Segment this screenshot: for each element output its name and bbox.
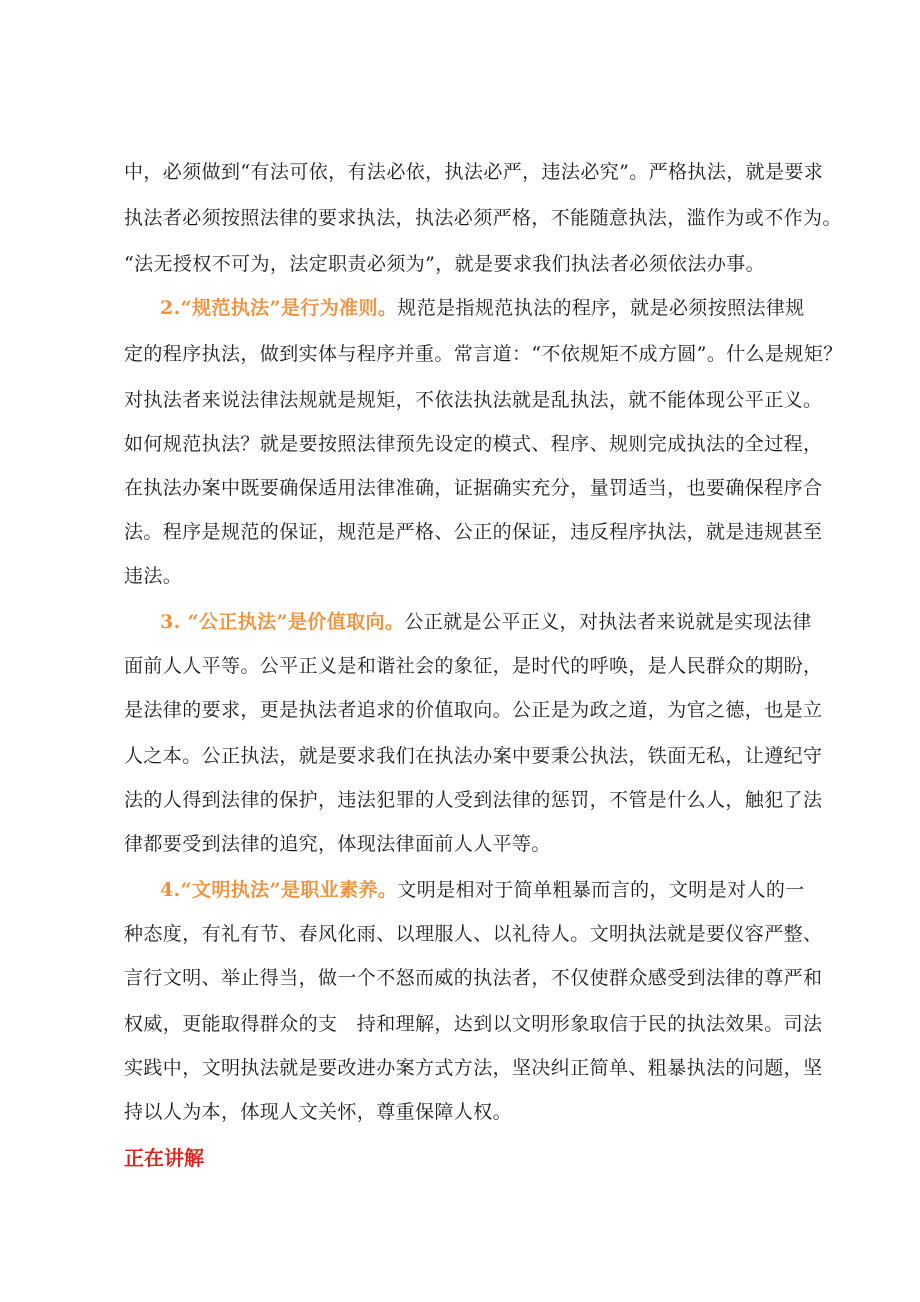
text-line: 持以人为本，体现人文关怀，尊重保障人权。 <box>124 1101 513 1123</box>
text-line: “法无授权不可为，法定职责必须为”，就是要求我们执法者必须依法办事。 <box>124 253 766 275</box>
text-line: 违法。 <box>124 565 183 587</box>
text-line: 律都要受到法律的追究，体现法律面前人人平等。 <box>124 833 551 855</box>
text-line: 种态度，有礼有节、春风化雨、以理服人、以礼待人。文明执法就是要仪容严整、 <box>124 923 823 945</box>
text-span: 公正就是公平正义，对执法者来说就是实现法律 <box>404 611 812 633</box>
text-line: 是法律的要求，更是执法者追求的价值取向。公正是为政之道，为官之德，也是立 <box>124 699 823 721</box>
section-heading: 4.“文明执法”是职业素养。 <box>160 879 398 901</box>
text-line: 面前人人平等。公平正义是和谐社会的象征，是时代的呼唤，是人民群众的期盼， <box>124 655 823 677</box>
paragraph-first-line <box>160 296 805 320</box>
text-line: 法。程序是规范的保证，规范是严格、公正的保证，违反程序执法，就是违规甚至 <box>124 521 823 543</box>
text-line: 中，必须做到“有法可依，有法必依，执法必严，违法必究”。严格执法，就是要求 <box>124 161 824 183</box>
text-line: 权威，更能取得群众的支 持和理解，达到以文明形象取信于民的执法效果。司法 <box>124 1013 823 1035</box>
text-span: 规范是指规范执法的程序，就是必须按照法律规 <box>397 297 805 319</box>
closing-label: 正在讲解 <box>124 1146 204 1170</box>
text-line: 言行文明、举止得当，做一个不怒而威的执法者，不仅使群众感受到法律的尊严和 <box>124 967 823 989</box>
section-heading: 2.“规范执法”是行为准则。 <box>160 297 398 319</box>
section-heading: 3. “公正执法”是价值取向。 <box>160 611 405 633</box>
text-line: 实践中，文明执法就是要改进办案方式方法，坚决纠正简单、粗暴执法的问题，坚 <box>124 1057 823 1079</box>
text-line: 执法者必须按照法律的要求执法，执法必须严格，不能随意执法，滥作为或不作为。 <box>124 207 842 229</box>
text-line: 人之本。公正执法，就是要求我们在执法办案中要秉公执法，铁面无私，让遵纪守 <box>124 745 823 767</box>
text-line: 对执法者来说法律法规就是规矩，不依法执法就是乱执法，就不能体现公平正义。 <box>124 389 823 411</box>
paragraph-first-line <box>160 610 812 634</box>
paragraph-first-line <box>160 878 805 902</box>
text-line: 如何规范执法？就是要按照法律预先设定的模式、程序、规则完成执法的全过程， <box>124 433 823 455</box>
text-line: 法的人得到法律的保护，违法犯罪的人受到法律的惩罚，不管是什么人，触犯了法 <box>124 789 823 811</box>
text-line: 在执法办案中既要确保适用法律准确，证据确实充分，量罚适当，也要确保程序合 <box>124 477 823 499</box>
text-line: 定的程序执法，做到实体与程序并重。常言道：“不依规矩不成方圆”。什么是规矩？ <box>124 343 843 365</box>
text-span: 文明是相对于简单粗暴而言的，文明是对人的一 <box>397 879 805 901</box>
